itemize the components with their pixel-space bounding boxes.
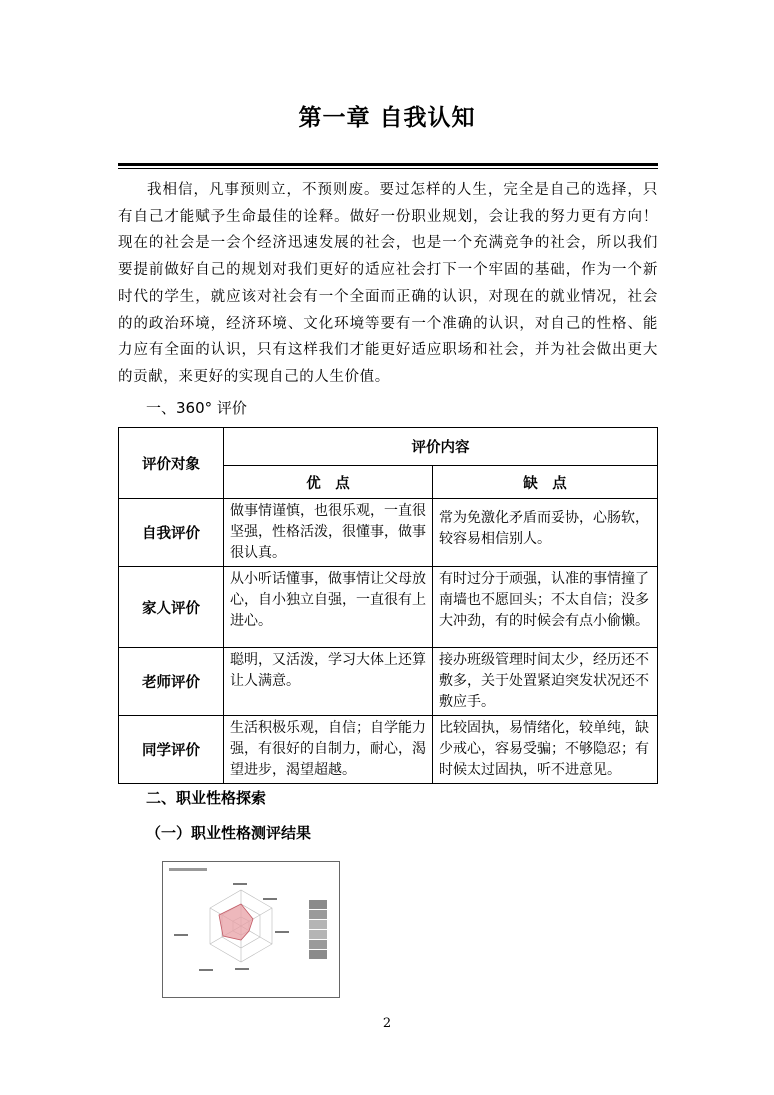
con-cell: 比较固执，易情绪化，较单纯，缺少戒心，容易受骗；不够隐忍；有时候太过固执，听不进意见。 [433,716,658,784]
title-rule-thin [118,168,658,169]
header-content: 评价内容 [224,428,658,466]
chapter-title: 第一章 自我认知 [298,105,476,131]
score-legend-table [309,900,327,959]
table-row [119,499,658,567]
title-rule-thick [118,163,658,166]
row-label: 家人评价 [119,567,224,648]
section-heading-360: 一、360° 评价 [146,399,247,417]
section-heading-personality: 二、职业性格探索 [146,789,267,807]
page-number: 2 [382,1016,392,1031]
subsection-heading-result: （一）职业性格测评结果 [146,824,312,842]
con-cell: 接办班级管理时间太少，经历还不敷多，关于处置紧迫突发状况还不敷应手。 [433,648,658,716]
personality-test-result-image [162,861,340,998]
pro-cell: 做事情谨慎，也很乐观，一直很坚强，性格活泼，很懂事，做事很认真。 [224,499,433,567]
table-row [119,716,658,784]
con-cell: 有时过分于顽强，认准的事情撞了南墙也不愿回头；不太自信；没多大冲劲，有的时候会有点小偷懒。 [433,567,658,648]
header-object: 评价对象 [119,428,224,499]
pro-cell: 从小听话懂事，做事情让父母放心，自小独立自强，一直很有上进心。 [224,567,433,648]
header-pro: 优 点 [224,466,433,499]
pro-cell: 聪明，又活泼，学习大体上还算让人满意。 [224,648,433,716]
row-label: 同学评价 [119,716,224,784]
intro-paragraph: 我相信，凡事预则立，不预则废。要过怎样的人生，完全是自己的选择，只有自己才能赋予生命最佳的诠释。做好一份职业规划，会让我的努力更有方向！现在的社会是一会个经济迅速发展的社会，也是一个充满竞争的社会，所以我们要提前做好自己的规划对我们更好的适应社会打下一个牢固的基础，作为一个新时代的学生，就应该对社会有一个全面而正确的认识，对现在的就业情况，社会的的政治环境，经济环境、文化环境等要有一个准确的认识，对自己的性格、能力应有全面的认识，只有这样我们才能更好适应职场和社会，并为社会做出更大的贡献，来更好的实现自己的人生价值。 [118,182,658,385]
row-label: 自我评价 [119,499,224,567]
table-row [119,567,658,648]
table-row [119,648,658,716]
thumbnail-title-bar [169,868,207,871]
radar-chart-thumbnail [163,862,339,997]
row-label: 老师评价 [119,648,224,716]
radar-score-area [219,904,253,940]
con-cell: 常为免激化矛盾而妥协，心肠软，较容易相信别人。 [433,499,658,567]
header-con: 缺 点 [433,466,658,499]
evaluation-table [118,427,658,784]
pro-cell: 生活积极乐观，自信；自学能力强，有很好的自制力，耐心，渴望进步，渴望超越。 [224,716,433,784]
